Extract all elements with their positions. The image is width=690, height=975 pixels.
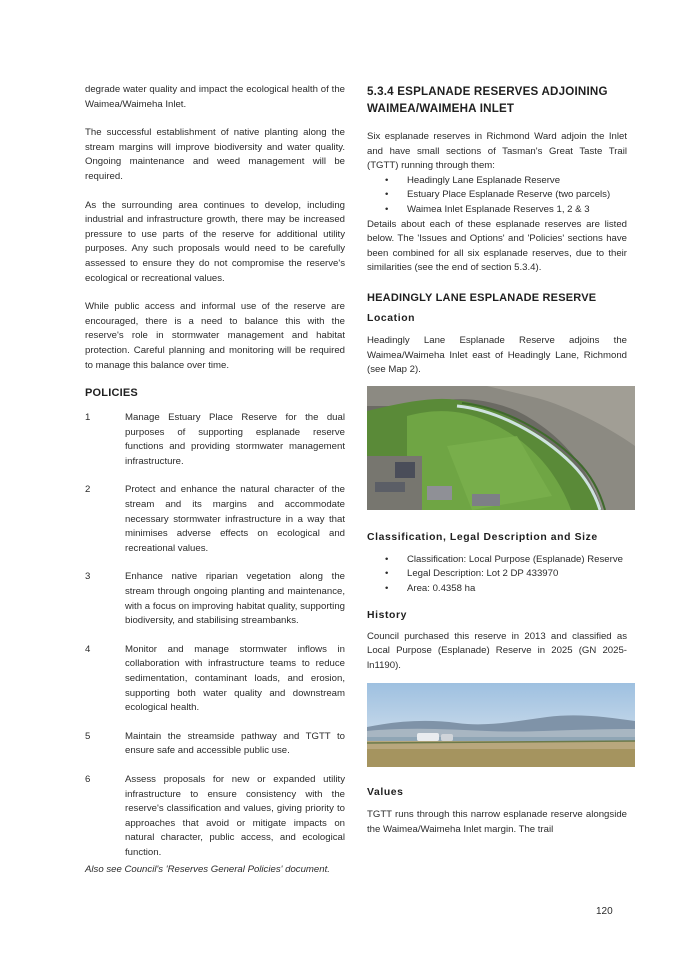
policy-item (85, 643, 345, 716)
classification-list (367, 553, 627, 597)
location-paragraph: Headingly Lane Esplanade Reserve adjoins the Waimea/Waimeha Inlet east of Headingly Lane, Richmond (see Map 2). (367, 334, 627, 376)
bullet-icon: • (385, 582, 389, 594)
aerial-photo (367, 386, 635, 510)
policy-item (85, 411, 345, 469)
list-item-text: Area: 0.4358 ha (407, 582, 476, 594)
values-paragraph: TGTT runs through this narrow esplanade reserve alongside the Waimea/Waimeha Inlet margin. The trail (367, 809, 627, 835)
bullet-icon: • (385, 174, 389, 186)
list-item (367, 567, 627, 582)
left-column (85, 83, 345, 877)
history-paragraph: Council purchased this reserve in 2013 and classified as Local Purpose (Esplanade) Reserve in 2025 (GN 2025-ln1190). (367, 630, 627, 671)
list-item-text: Classification: Local Purpose (Esplanade) Reserve (407, 553, 623, 565)
landscape-photo-image (367, 683, 635, 767)
policy-text: Enhance native riparian vegetation along the stream through ongoing planting and maintenance, with a focus on improving habitat quality, supporting biodiversity, and stabilising streambanks. (125, 571, 345, 627)
bullet-icon: • (385, 568, 389, 580)
right-column (367, 83, 627, 837)
section-heading: 5.3.4 ESPLANADE RESERVES ADJOINING WAIMEA/WAIMEHA INLET (367, 85, 608, 115)
policy-item (85, 483, 345, 556)
list-item-text: Legal Description: Lot 2 DP 433970 (407, 568, 559, 580)
policy-text: Maintain the streamside pathway and TGTT to ensure safe and accessible public use. (125, 730, 345, 757)
policy-item (85, 570, 345, 628)
page-number: 120 (596, 906, 613, 917)
paragraph: degrade water quality and impact the ecological health of the Waimea/Waimeha Inlet. (85, 84, 345, 110)
list-item-text: Headingly Lane Esplanade Reserve (407, 174, 561, 186)
history-heading: History (367, 609, 407, 621)
list-item (367, 553, 627, 568)
policy-text: Protect and enhance the natural character of the stream and its margins and accommodate necessary stormwater infrastructure in a way that minimises adverse effects on ecological and recreational values. (125, 484, 345, 554)
paragraph: As the surrounding area continues to develop, including industrial and infrastructure growth, there may be increased pressure to use parts of the reserve for additional utility purposes. Any such proposals would need to be carefully assessed to ensure they do not compromise the reserve's ecological or recreational values. (85, 199, 345, 284)
policy-text: Manage Estuary Place Reserve for the dual purposes of supporting esplanade reserve functions and providing stormwater management infrastructure. (125, 412, 345, 467)
list-item (367, 582, 627, 597)
paragraph: The successful establishment of native planting along the stream margins will improve biodiversity and water quality. Ongoing maintenance and weed management will be required. (85, 127, 345, 182)
paragraph: While public access and informal use of the reserve are encouraged, there is a need to balance this with the reserve's role in stormwater management and habitat protection. Careful planning and monitoring will be required to manage this balance over time. (85, 301, 345, 371)
policy-number: 1 (85, 412, 91, 424)
bullet-icon: • (385, 553, 389, 565)
subsection-heading: HEADINGLY LANE ESPLANADE RESERVE (367, 291, 597, 304)
aerial-photo-image (367, 386, 635, 510)
policy-item (85, 730, 345, 759)
details-paragraph: Details about each of these esplanade reserves are listed below. The 'Issues and Options' and 'Policies' sections have been combined for all six esplanade reserves, due to their similarities (see the end of section 5.3.4). (367, 218, 627, 274)
policy-number: 6 (85, 773, 91, 785)
policy-number: 5 (85, 730, 91, 742)
list-item-text: Estuary Place Esplanade Reserve (two parcels) (407, 189, 611, 201)
classification-heading: Classification, Legal Description and Size (367, 531, 598, 543)
policy-text: Assess proposals for new or expanded utility infrastructure to ensure consistency with the reserve's classification and values, giving priority to approaches that avoid or mitigate impacts on natural character, public access, and ecological function. (125, 773, 345, 858)
reserve-list (367, 174, 627, 218)
bullet-icon: • (385, 189, 389, 201)
list-item (367, 203, 627, 218)
list-item (367, 174, 627, 189)
list-item-text: Waimea Inlet Esplanade Reserves 1, 2 & 3 (407, 203, 590, 215)
policy-number: 3 (85, 571, 91, 583)
bullet-icon: • (385, 203, 389, 215)
policy-item (85, 773, 345, 861)
policies-heading: POLICIES (85, 387, 138, 400)
landscape-photo (367, 683, 635, 767)
location-heading: Location (367, 312, 416, 324)
values-heading: Values (367, 787, 404, 799)
intro-paragraph: Six esplanade reserves in Richmond Ward adjoin the Inlet and have small sections of Tasman's Great Taste Trail (TGTT) running through them: (367, 131, 627, 172)
list-item (367, 188, 627, 203)
policy-text: Monitor and manage stormwater inflows in collaboration with infrastructure teams to reduce sedimentation, contaminant loads, and erosion, supporting both water quality and downstream ecological health. (125, 643, 345, 714)
policy-number: 4 (85, 643, 91, 655)
see-also-note: Also see Council's 'Reserves General Policies' document. (85, 863, 330, 875)
policy-number: 2 (85, 484, 91, 496)
